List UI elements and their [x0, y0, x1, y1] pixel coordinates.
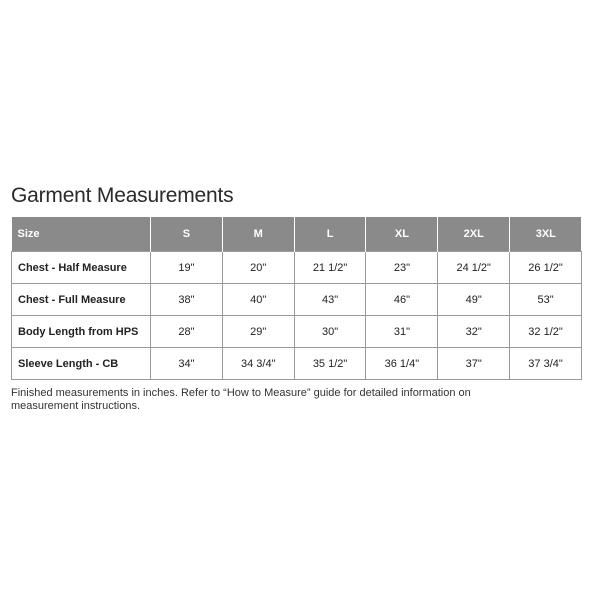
- table-cell: 37 3/4": [510, 348, 582, 380]
- header-size-label: Size: [12, 217, 151, 252]
- table-cell: 23": [366, 252, 438, 284]
- table-cell: 21 1/2": [294, 252, 366, 284]
- table-row: [12, 316, 582, 348]
- table-cell: 28": [151, 316, 223, 348]
- table-cell: 32 1/2": [510, 316, 582, 348]
- table-cell: 43": [294, 284, 366, 316]
- table-cell: 49": [438, 284, 510, 316]
- table-row: [12, 284, 582, 316]
- table-cell: 20": [222, 252, 294, 284]
- table-cell: 24 1/2": [438, 252, 510, 284]
- table-cell: 29": [222, 316, 294, 348]
- table-cell: 30": [294, 316, 366, 348]
- header-size: 3XL: [510, 217, 582, 252]
- table-cell: 40": [222, 284, 294, 316]
- table-cell: 37": [438, 348, 510, 380]
- table-cell: 34": [151, 348, 223, 380]
- table-cell: 32": [438, 316, 510, 348]
- header-size: S: [151, 217, 223, 252]
- table-cell: 46": [366, 284, 438, 316]
- table-cell: 38": [151, 284, 223, 316]
- table-cell: 34 3/4": [222, 348, 294, 380]
- row-label: Body Length from HPS: [12, 316, 151, 348]
- table-cell: 53": [510, 284, 582, 316]
- measurements-table: [11, 217, 582, 380]
- row-label: Chest - Half Measure: [12, 252, 151, 284]
- table-cell: 31": [366, 316, 438, 348]
- header-size: M: [222, 217, 294, 252]
- table-cell: 19": [151, 252, 223, 284]
- row-label: Sleeve Length - CB: [12, 348, 151, 380]
- table-row: [12, 348, 582, 380]
- table-header-row: [12, 217, 582, 252]
- table-cell: 36 1/4": [366, 348, 438, 380]
- table-row: [12, 252, 582, 284]
- header-size: L: [294, 217, 366, 252]
- row-label: Chest - Full Measure: [12, 284, 151, 316]
- header-size: XL: [366, 217, 438, 252]
- table-cell: 26 1/2": [510, 252, 582, 284]
- header-size: 2XL: [438, 217, 510, 252]
- footnote: Finished measurements in inches. Refer to “How to Measure” guide for detailed information on measurement instructions.: [11, 387, 471, 412]
- table-cell: 35 1/2": [294, 348, 366, 380]
- page-title: Garment Measurements: [11, 184, 234, 207]
